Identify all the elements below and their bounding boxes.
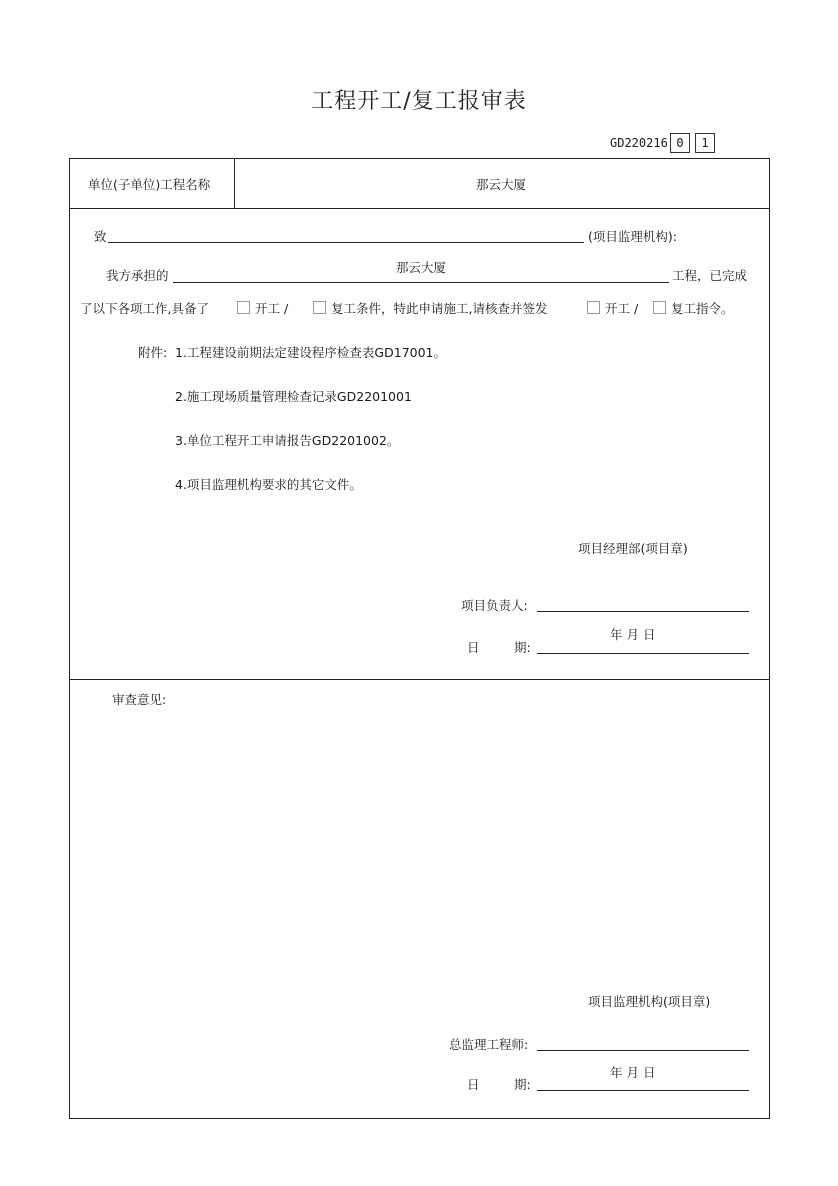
- start-order-checkbox[interactable]: [587, 301, 600, 314]
- start-condition-label: 开工 /: [255, 301, 289, 316]
- project-manager-signature-field[interactable]: [537, 611, 749, 612]
- review-date-ymd: 年 月 日: [610, 1065, 656, 1080]
- application-date-label-1: 日: [467, 640, 480, 655]
- attachment-item: 3.单位工程开工申请报告GD2201002。: [175, 433, 400, 448]
- conditions-text: 了以下各项工作,具备了: [80, 301, 209, 316]
- start-condition-checkbox[interactable]: [237, 301, 250, 314]
- to-suffix: (项目监理机构):: [588, 229, 677, 244]
- form-code-box-1: 0: [670, 133, 690, 153]
- to-recipient-field[interactable]: [108, 242, 584, 243]
- supervisor-seal-label: 项目监理机构(项目章): [588, 994, 711, 1009]
- contractor-seal-label: 项目经理部(项目章): [578, 541, 688, 556]
- resume-order-label: 复工指令。: [671, 301, 734, 316]
- application-date-field[interactable]: [537, 653, 749, 654]
- row-divider: [69, 208, 770, 209]
- application-date-ymd: 年 月 日: [610, 627, 656, 642]
- review-opinion-field[interactable]: [80, 712, 760, 972]
- chief-supervisor-label: 总监理工程师:: [449, 1037, 529, 1052]
- undertake-suffix: 工程，已完成: [672, 268, 748, 283]
- review-date-label-1: 日: [467, 1077, 480, 1092]
- project-manager-label: 项目负责人:: [461, 598, 528, 613]
- application-date-label-2: 期:: [514, 640, 531, 655]
- undertake-prefix: 我方承担的: [106, 268, 169, 283]
- resume-condition-label: 复工条件，特此申请施工,请核查并签发: [331, 301, 548, 316]
- resume-condition-option[interactable]: [313, 299, 547, 317]
- form-code: GD220216: [610, 136, 668, 150]
- page-title: 工程开工/复工报审表: [311, 89, 527, 114]
- undertake-project-field[interactable]: [173, 282, 669, 283]
- project-name-label: 单位(子单位)工程名称: [88, 177, 211, 192]
- column-divider: [234, 158, 235, 208]
- attachment-item: 1.工程建设前期法定建设程序检查表GD17001。: [175, 345, 447, 360]
- attachment-item: 4.项目监理机构要求的其它文件。: [175, 477, 362, 492]
- attachment-item: 2.施工现场质量管理检查记录GD2201001: [175, 389, 412, 404]
- chief-supervisor-signature-field[interactable]: [537, 1050, 749, 1051]
- review-opinion-label: 审查意见:: [112, 692, 167, 707]
- resume-condition-checkbox[interactable]: [313, 301, 326, 314]
- to-prefix: 致: [94, 229, 107, 244]
- review-date-label-2: 期:: [514, 1077, 531, 1092]
- start-condition-option[interactable]: [237, 299, 288, 317]
- start-order-option[interactable]: [587, 299, 638, 317]
- resume-order-option[interactable]: [653, 299, 734, 317]
- project-name-value[interactable]: 那云大厦: [476, 177, 527, 192]
- undertake-project-value[interactable]: 那云大厦: [396, 260, 447, 275]
- row-divider: [69, 679, 770, 680]
- form-code-box-2: 1: [695, 133, 715, 153]
- review-date-field[interactable]: [537, 1090, 749, 1091]
- start-order-label: 开工 /: [605, 301, 639, 316]
- attachments-label: 附件:: [138, 345, 168, 360]
- resume-order-checkbox[interactable]: [653, 301, 666, 314]
